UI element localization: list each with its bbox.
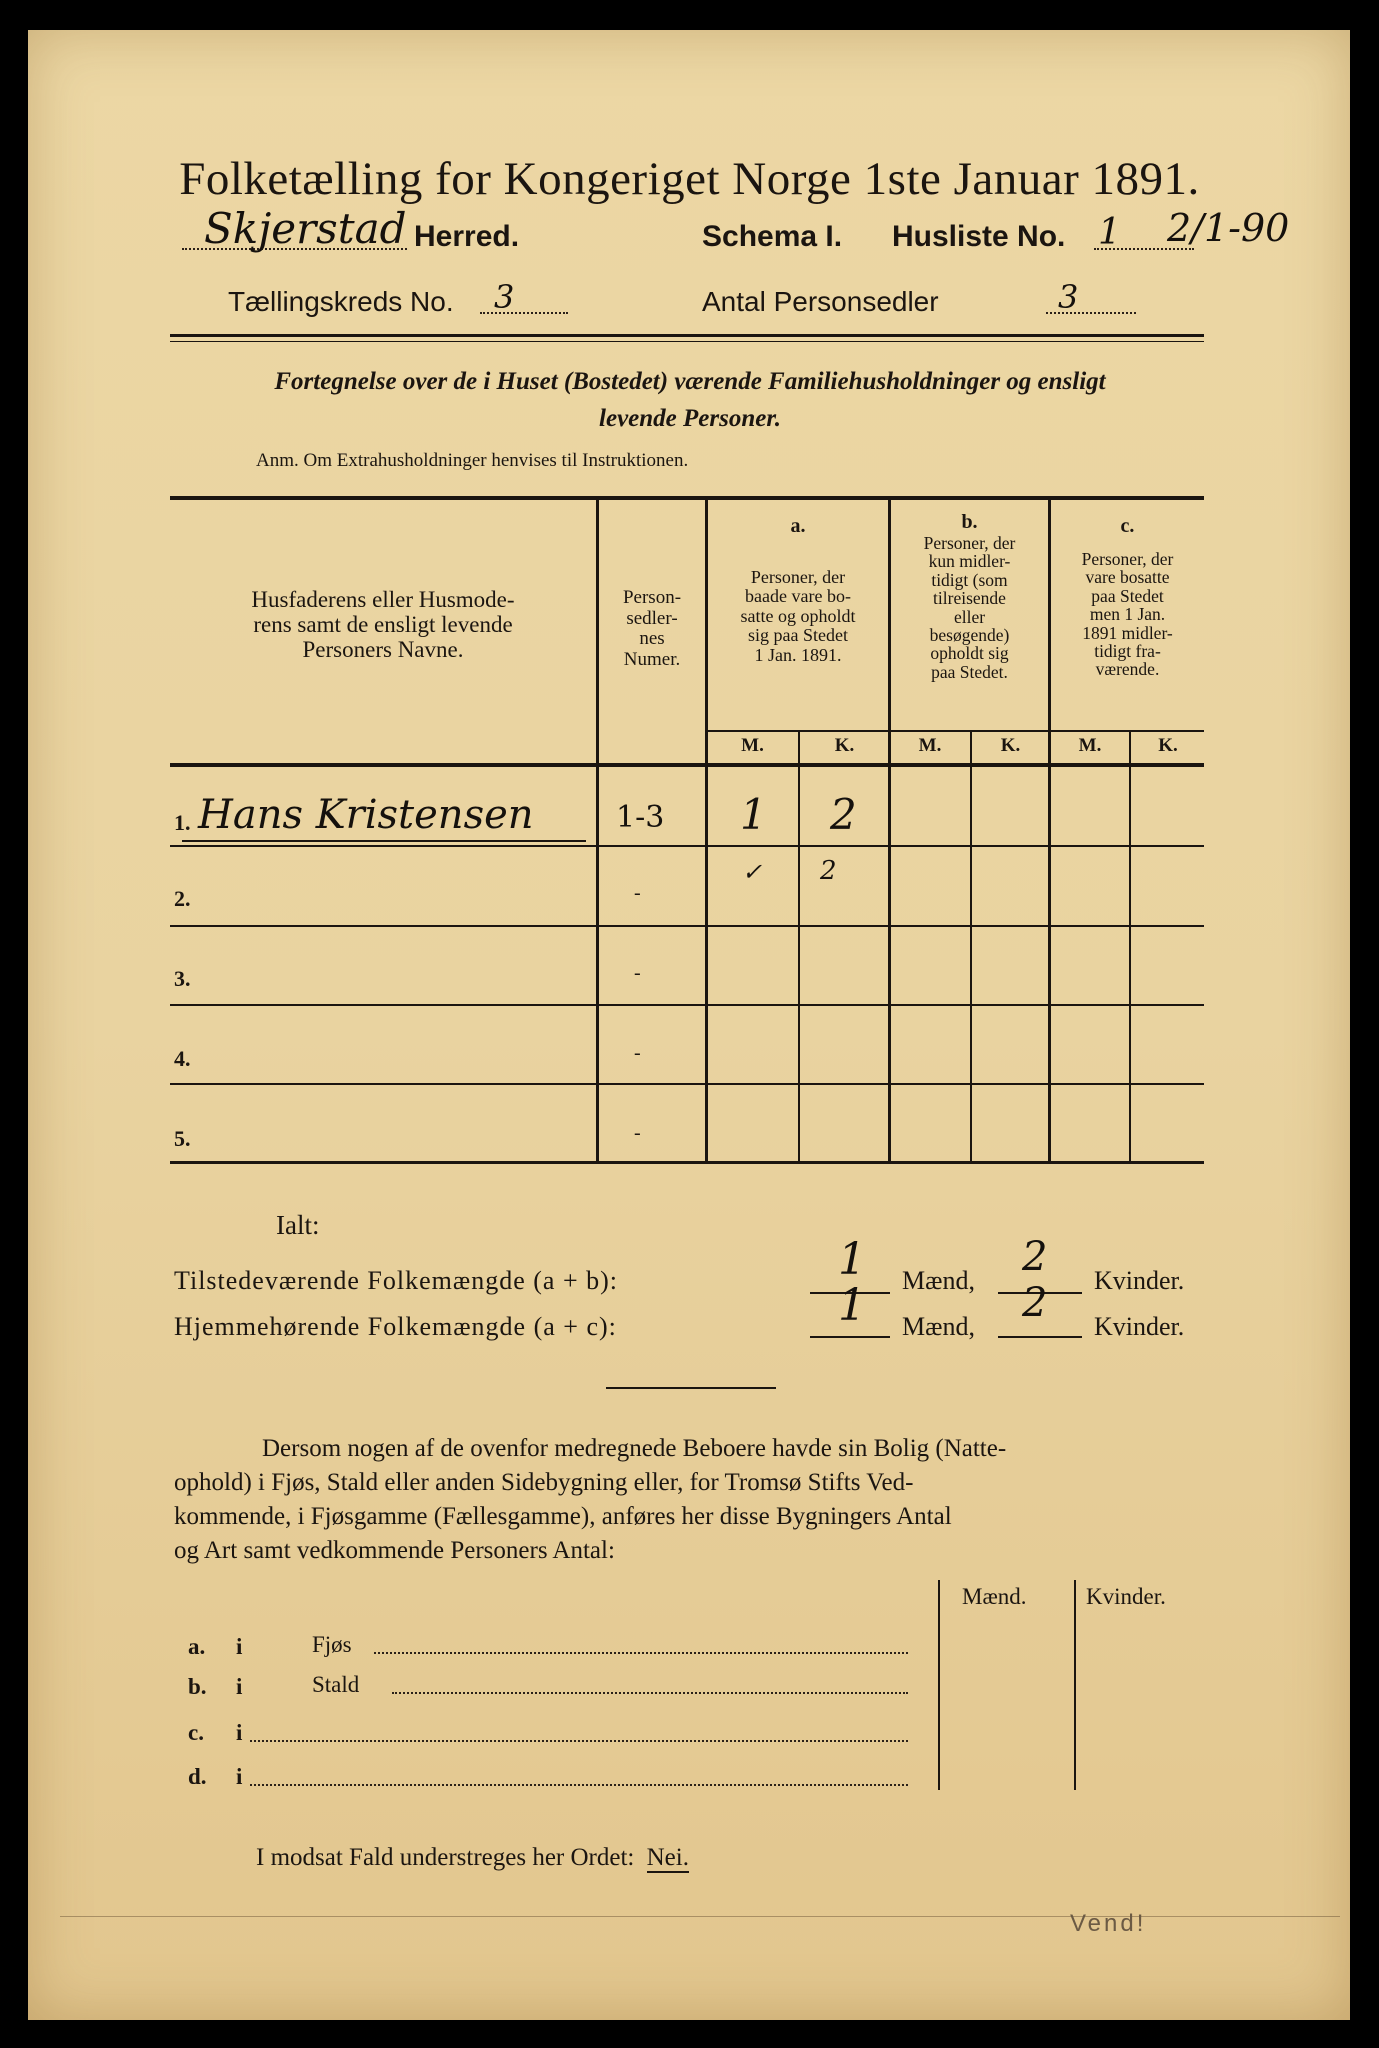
vend-label: Vend! (1070, 1910, 1147, 1937)
row-numer: 1-3 (616, 800, 665, 835)
row-a-m: 1 (740, 790, 767, 839)
form-title: Folketælling for Kongeriget Norge 1ste Januar 1891. (179, 153, 1200, 205)
item-i: i (236, 1634, 243, 1659)
item-text: Stald (312, 1672, 360, 1697)
hjemme-label: Hjemmehørende Folkemængde (a + c): (174, 1312, 617, 1341)
hjemme-maend-word: Mænd, (902, 1312, 975, 1341)
taellingskreds-value: 3 (494, 278, 515, 316)
tilstede-maend-word: Mænd, (902, 1266, 975, 1295)
col-header-names: Husfaderens eller Husmode- rens samt de ensligt levende Personers Navne. (251, 587, 515, 662)
hjemme-kvinder-value: 2 (1022, 1280, 1048, 1326)
b-m-label: M. (918, 735, 942, 756)
col-header-b: Personer, der kun midler- tidigt (som tilreisende eller besøgende) opholdt sig paa Stedet. (923, 533, 1016, 682)
item-letter: a. (188, 1634, 206, 1659)
row-number: 3. (174, 966, 191, 991)
husliste-note: 2/1-90 (1167, 206, 1290, 250)
row-numer: - (634, 882, 641, 904)
tilstede-kvinder-value: 2 (1022, 1234, 1048, 1280)
col-header-numer: Person- sedler- nes Numer. (622, 587, 682, 670)
item-letter: b. (188, 1674, 207, 1699)
item-i: i (236, 1720, 243, 1745)
row-a-k: 2 (830, 790, 857, 839)
bolig-paragraph: Dersom nogen af de ovenfor medregnede Beboere havde sin Bolig (Natte- ophold) i Fjøs, Stald eller anden Sidebygning eller, for Tromsø Stifts Ved- kommende, i Fjøsgamme (Fællesgamme), anføres her disse Bygningers Antal og Art samt vedkommende Personers Antal: (174, 1435, 1007, 1564)
item-letter: d. (188, 1764, 207, 1789)
row-name: Hans Kristensen (198, 792, 534, 838)
modsat-line (256, 1844, 689, 1872)
divider (606, 1387, 776, 1389)
antal-label: Antal Personsedler (702, 286, 939, 317)
row-numer: - (634, 1042, 641, 1064)
nei-word: Nei. (646, 1844, 689, 1871)
schema-label: Schema I. (702, 220, 843, 253)
col-a-letter: a. (790, 515, 806, 537)
col-header-a: Personer, der baade vare bo- satte og opholdt sig paa Stedet 1 Jan. 1891. (740, 567, 856, 665)
a-k-label: K. (834, 735, 855, 756)
husliste-label: Husliste No. (892, 220, 1066, 253)
b-k-label: K. (1000, 735, 1021, 756)
row-number: 2. (174, 886, 191, 911)
taellingskreds-label: Tællingskreds No. (228, 286, 454, 317)
antal-value: 3 (1058, 278, 1079, 316)
item-i: i (236, 1674, 243, 1699)
bolig-kvinder-head: Kvinder. (1086, 1584, 1166, 1609)
intro-line-1: Fortegnelse over de i Huset (Bostedet) værende Familiehusholdninger og ensligt (274, 368, 1106, 395)
anm-note: Anm. Om Extrahusholdninger henvises til Instruktionen. (256, 450, 689, 471)
row-a-m-check: ✓ (742, 858, 763, 886)
row-number: 4. (174, 1046, 191, 1071)
husliste-value: 1 (1098, 212, 1121, 253)
tilstede-maend-value: 1 (838, 1234, 866, 1285)
item-i: i (236, 1764, 243, 1789)
tilstede-kvinder-word: Kvinder. (1094, 1266, 1185, 1295)
row-numer: - (634, 1122, 641, 1144)
herred-value: Skjerstad (204, 204, 407, 253)
ialt-label: Ialt: (276, 1210, 320, 1240)
c-m-label: M. (1078, 735, 1102, 756)
tilstede-label: Tilstedeværende Folkemængde (a + b): (174, 1266, 618, 1295)
col-header-c: Personer, der vare bosatte paa Stedet men 1 Jan. 1891 midler- tidigt fra- værende. (1081, 549, 1174, 680)
col-b-letter: b. (961, 511, 978, 533)
a-m-label: M. (741, 735, 764, 756)
c-k-label: K. (1158, 735, 1178, 756)
row-numer: - (634, 962, 641, 984)
item-letter: c. (188, 1720, 204, 1745)
row-number: 5. (174, 1126, 191, 1151)
intro-line-2: levende Personer. (599, 405, 781, 432)
modsat-text: I modsat Fald understreges her Ordet: (256, 1844, 635, 1871)
bolig-maend-head: Mænd. (962, 1584, 1027, 1609)
col-c-letter: c. (1120, 515, 1135, 537)
row-a-k-check: 2 (820, 856, 837, 886)
hjemme-maend-value: 1 (838, 1280, 866, 1331)
row-number: 1. (174, 810, 191, 835)
hjemme-kvinder-word: Kvinder. (1094, 1312, 1185, 1341)
item-text: Fjøs (312, 1632, 352, 1657)
herred-label: Herred. (414, 220, 520, 253)
